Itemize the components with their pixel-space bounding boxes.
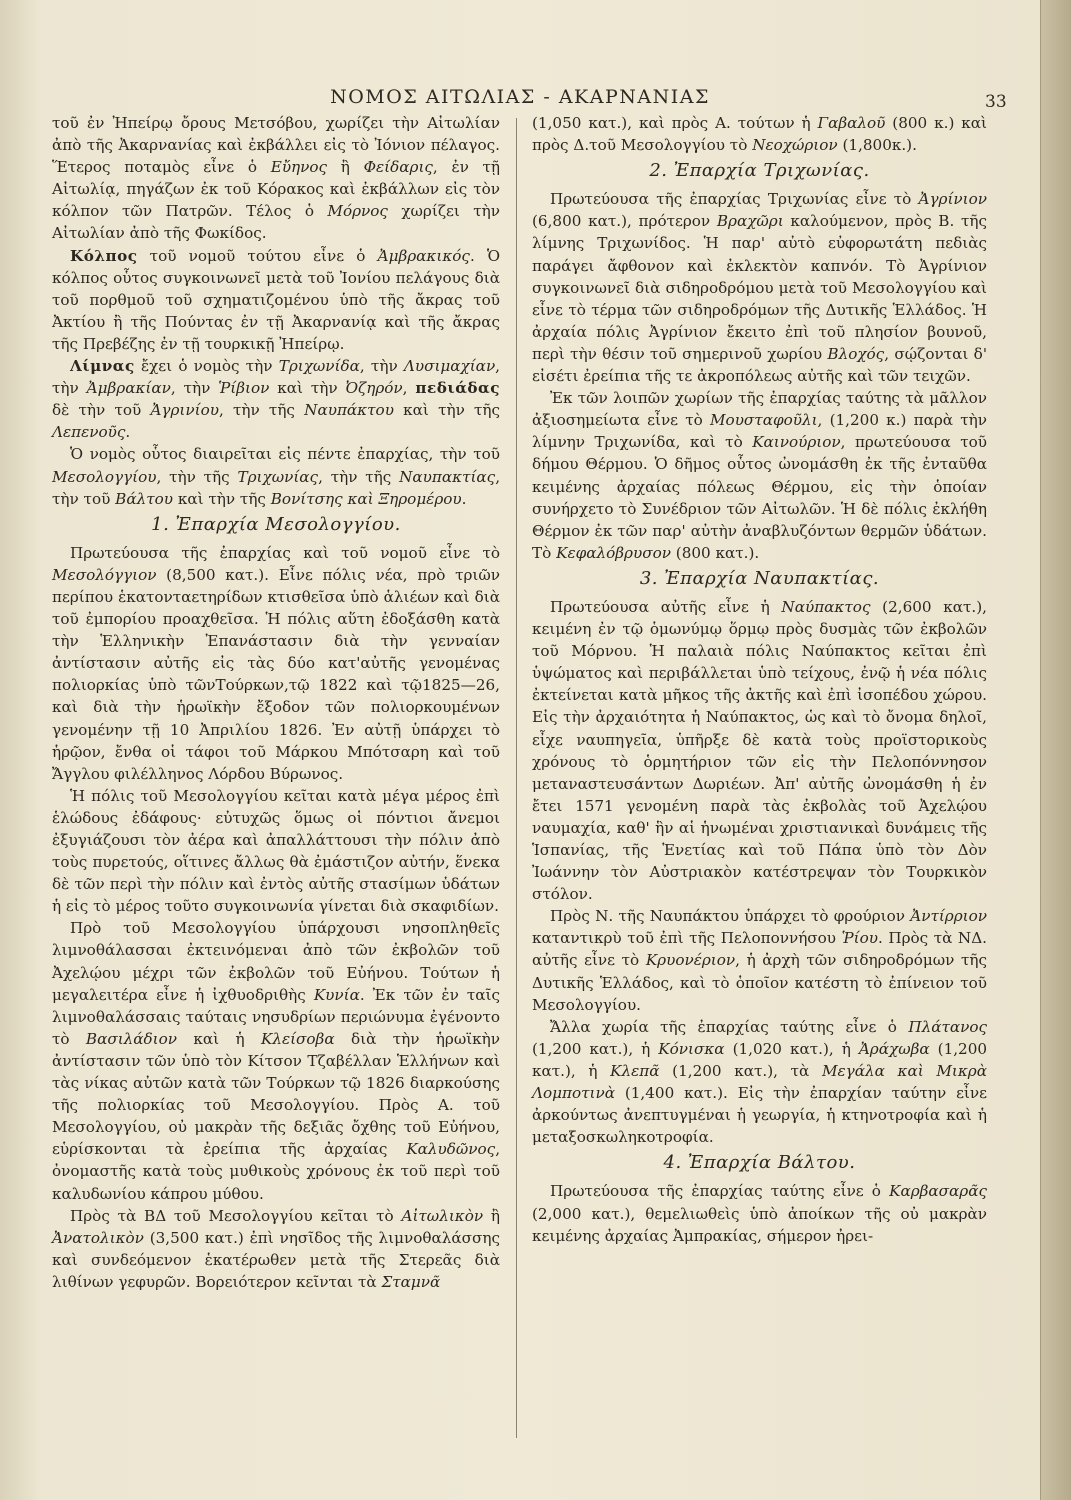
paragraph: Ὁ νομὸς οὗτος διαιρεῖται εἰς πέντε ἐπαρχίας, τὴν τοῦ Μεσολογγίου, τὴν τῆς Τριχωνίας, τὴν τῆς Ναυπακτίας, τὴν τοῦ Βάλτου καὶ τὴν τῆς Βονίτσης καὶ Ξηρομέρου. <box>52 445 501 508</box>
paragraph: Πρωτεύουσα αὐτῆς εἶνε ἡ Ναύπακτος (2,600 κατ.), κειμένη ἐν τῷ ὁμωνύμῳ ὅρμῳ πρὸς δυσμὰς τῶν ἐκβολῶν τοῦ Μόρνου. Ἡ παλαιὰ πόλις Ναύπακτος κεῖται ἐπὶ ὑψώματος καὶ περιβάλλεται ὑπὸ τείχους, ἐνῷ ἡ νέα πόλις ἐκτείνεται κατὰ μῆκος τῆς ἀκτῆς καὶ ἐπὶ ἰσοπέδου χώρου. Εἰς τὴν ἀρχαιότητα ἡ Ναύπακτος, ὡς καὶ τὸ ὄνομα δηλοῖ, εἶχε ναυπηγεῖα, ὑπῆρξε δὲ κατὰ τοὺς προϊστορικοὺς χρόνους τὸ ὁρμητήριον τῶν εἰς τὴν Πελοπόννησον μεταναστευσάντων Δωριέων. Ἀπ' αὐτῆς ὠνομάσθη ἡ ἐν ἔτει 1571 γενομένη παρὰ τὰς ἐκβολὰς τοῦ Ἀχελῴου ναυμαχία, καθ' ἣν αἱ ἡνωμέναι χριστιανικαὶ δυνάμεις τῆς Ἱσπανίας, τῆς Ἑνετίας καὶ τοῦ Πάπα ὑπὸ τὸν Δὸν Ἰωάννην τὸν Αὐστριακὸν κατέστρεψαν τὸν Τουρκικὸν στόλον. <box>532 597 988 904</box>
paragraph: Πρωτεύουσα τῆς ἐπαρχίας Τριχωνίας εἶνε τὸ Ἀγρίνιον (6,800 κατ.), πρότερον Βραχῶρι καλούμενον, πρὸς Β. τῆς λίμνης Τριχωνίδος. Ἡ παρ' αὐτὸ εὐφορωτάτη πεδιὰς παράγει ἄφθονον καὶ ἐκλεκτὸν καπνόν. Τὸ Ἀγρίνιον συγκοινωνεῖ διὰ σιδηροδρόμου μετὰ τοῦ Μεσολογγίου καὶ εἶνε τὸ τέρμα τῶν σιδηροδρόμων τῆς Δυτικῆς Ἑλλάδος. Ἡ ἀρχαία πόλις Ἀγρίνιον ἔκειτο ἐπὶ τοῦ πλησίον βουνοῦ, περὶ τὴν θέσιν τοῦ σημερινοῦ χωρίου Βλοχός, σῴζονται δ' εἰσέτι ἐρείπια τῆς τε ἀκροπόλεως αὐτῆς καὶ τῶν τειχῶν. <box>532 190 988 386</box>
page-number: 33 <box>985 92 1007 112</box>
paragraph: Ἐκ τῶν λοιπῶν χωρίων τῆς ἐπαρχίας ταύτης τὰ μᾶλλον ἀξιοσημείωτα εἶνε τὸ Μουσταφοῦλι, (1,200 κ.) παρὰ τὴν λίμνην Τριχωνίδα, καὶ τὸ Καινούριον, πρωτεύουσα τοῦ δήμου Θέρμου. Ὁ δῆμος οὗτος ὠνομάσθη ἐκ τῆς ἐνταῦθα κειμένης ἀρχαίας πόλεως Θέρμου, εἰς τὴν ὁποίαν συνήρχετο τὸ Συνέδριον τῶν Αἰτωλῶν. Ἡ δὲ πόλις ἐκλήθη Θέρμον ἐκ τῶν παρ' αὐτὴν ἀναβλυζόντων θερμῶν ὑδάτων. Τὸ Κεφαλόβρυσον (800 κατ.). <box>532 389 988 562</box>
right-column <box>532 112 987 1247</box>
paragraph: Ἄλλα χωρία τῆς ἐπαρχίας ταύτης εἶνε ὁ Πλάτανος (1,200 κατ.), ἡ Κόνισκα (1,020 κατ.), ἡ Ἀράχωβα (1,200 κατ.), ἡ Κλεπᾶ (1,200 κατ.), τὰ Μεγάλα καὶ Μικρὰ Λομποτινὰ (1,400 κατ.). Εἰς τὴν ἐπαρχίαν ταύτην εἶνε ἀρκούντως ἀνεπτυγμέναι ἡ γεωργία, ἡ κτηνοτροφία καὶ ἡ μεταξοσκωληκοτροφία. <box>532 1017 988 1147</box>
section-heading: 2. Ἐπαρχία Τριχωνίας. <box>649 160 870 182</box>
paragraph: τοῦ ἐν Ἠπείρῳ ὄρους Μετσόβου, χωρίζει τὴν Αἰτωλίαν ἀπὸ τῆς Ἀκαρνανίας καὶ ἐκβάλλει εἰς τὸ Ἰόνιον πέλαγος. Ἕτερος ποταμὸς εἶνε ὁ Εὔηνος ἢ Φείδαρις, ἐν τῇ Αἰτωλίᾳ, πηγάζων ἐκ τοῦ Κόρακος καὶ ἐκβάλλων εἰς τὸν κόλπον τῶν Πατρῶν. Τέλος ὁ Μόρνος χωρίζει τὴν Αἰτωλίαν ἀπὸ τῆς Φωκίδος. <box>52 114 501 243</box>
paragraph: Λίμνας ἔχει ὁ νομὸς τὴν Τριχωνίδα, τὴν Λυσιμαχίαν, τὴν Ἀμβρακίαν, τὴν Ῥίβιον καὶ τὴν Ὀζηρόν, πεδιάδας δὲ τὴν τοῦ Ἀγρινίου, τὴν τῆς Ναυπάκτου καὶ τὴν τῆς Λεπενοῦς. <box>52 357 501 442</box>
section-heading: 1. Ἐπαρχία Μεσολογγίου. <box>151 513 401 535</box>
running-head-title: ΝΟΜΟΣ ΑΙΤΩΛΙΑΣ - ΑΚΑΡΝΑΝΙΑΣ <box>330 86 710 108</box>
column-divider <box>516 118 517 1438</box>
paragraph: Πρὸς Ν. τῆς Ναυπάκτου ὑπάρχει τὸ φρούριον Ἀντίρριον καταντικρὺ τοῦ ἐπὶ τῆς Πελοποννήσου Ῥίου. Πρὸς τὰ ΝΔ. αὐτῆς εἶνε τὸ Κρυονέριον, ἡ ἀρχὴ τῶν σιδηροδρόμων τῆς Δυτικῆς Ἑλλάδος, καὶ τὸ ὁποῖον κατέστη τὸ ἐπίνειον τοῦ Μεσολογγίου. <box>532 907 987 1014</box>
section-heading: 3. Ἐπαρχία Ναυπακτίας. <box>639 567 880 589</box>
paragraph: Πρωτεύουσα τῆς ἐπαρχίας καὶ τοῦ νομοῦ εἶνε τὸ Μεσολόγγιον (8,500 κατ.). Εἶνε πόλις νέα, πρὸ τριῶν περίπου ἑκατονταετηρίδων κτισθεῖσα ὑπὸ ἁλιέων καὶ διὰ τοῦ ἐμπορίου προαχθεῖσα. Ἡ πόλις αὕτη ἐδοξάσθη κατὰ τὴν Ἑλληνικὴν Ἐπανάστασιν διὰ τὴν γενναίαν ἀντίστασιν αὐτῆς εἰς τὰς δύο κατ'αὐτῆς γενομένας πολιορκίας ὑπὸ τῶνΤούρκων,τῷ 1822 καὶ τῷ1825—26, καὶ διὰ τὴν ἡρωϊκὴν ἔξοδον τῶν πολιορκουμένων γενομένην τῇ 10 Ἀπριλίου 1826. Ἐν αὐτῇ ὑπάρχει τὸ ἡρῷον, ἔνθα οἱ τάφοι τοῦ Μάρκου Μπότσαρη καὶ τοῦ Ἄγγλου φιλέλληνος Λόρδου Βύρωνος. <box>52 543 500 783</box>
paragraph: Πρὸ τοῦ Μεσολογγίου ὑπάρχουσι νησοπληθεῖς λιμνοθάλασσαι ἐκτεινόμεναι ἀπὸ τῶν ἐκβολῶν τοῦ Ἀχελῴου μέχρι τῶν ἐκβολῶν τοῦ Εὐήνου. Τούτων ἡ μεγαλειτέρα εἶνε ἡ ἰχθυοδριθὴς Κυνία. Ἐκ τῶν ἐν ταῖς λιμνοθαλάσσαις ταύταις νησυδρίων περιώνυμα ἐγένοντο τὸ Βασιλάδιον καὶ ἡ Κλείσοβα διὰ τὴν ἡρωϊκὴν ἀντίστασιν τῶν ὑπὸ τὸν Κίτσον Τζαβέλλαν Ἑλλήνων καὶ τὰς νίκας αὐτῶν κατὰ τῶν Τούρκων τῷ 1826 διαρκούσης τῆς πολιορκίας τοῦ Μεσολογγίου. Πρὸς Α. τοῦ Μεσολογγίου, οὐ μακρὰν τῆς δεξιᾶς ὄχθης τοῦ Εὐήνου, εὑρίσκονται τὰ ἐρείπια τῆς ἀρχαίας Καλυδῶνος, ὀνομαστῆς κατὰ τοὺς μυθικοὺς χρόνους ἐκ τοῦ περὶ τοῦ καλυδωνίου κάπρου μύθου. <box>52 919 501 1203</box>
paragraph: (1,050 κατ.), καὶ πρὸς Α. τούτων ἡ Γαβαλοῦ (800 κ.) καὶ πρὸς Δ.τοῦ Μεσολογγίου τὸ Νεοχώριον (1,800κ.). <box>532 114 987 155</box>
left-column <box>52 112 500 1293</box>
paragraph: Κόλπος τοῦ νομοῦ τούτου εἶνε ὁ Ἀμβρακικός. Ὁ κόλπος οὗτος συγκοινωνεῖ μετὰ τοῦ Ἰονίου πελάγους διὰ τοῦ πορθμοῦ τοῦ σχηματιζομένου ὑπὸ τῆς ἄκρας τοῦ Ἀκτίου ἢ τῆς Πούντας ἐν τῇ Ἀκαρνανίᾳ καὶ τῆς ἄκρας τῆς Πρεβέζης ἐν τῇ τουρκικῇ Ἠπείρῳ. <box>52 246 500 353</box>
paragraph: Πρωτεύουσα τῆς ἐπαρχίας ταύτης εἶνε ὁ Καρβασαρᾶς (2,000 κατ.), θεμελιωθεὶς ὑπὸ ἀποίκων τῆς οὐ μακρὰν κειμένης ἀρχαίας Ἀμπρακίας, σήμερον ἠρει- <box>532 1182 987 1245</box>
page-binding-edge <box>1040 0 1071 1500</box>
paragraph: Ἡ πόλις τοῦ Μεσολογγίου κεῖται κατὰ μέγα μέρος ἐπὶ ἑλώδους ἐδάφους· εὐτυχῶς ὅμως οἱ πόντιοι ἄνεμοι ἐξυγιάζουσι τὸν ἀέρα καὶ ἀπαλλάττουσι τὴν πόλιν ἀπὸ τοὺς πυρετούς, οἵτινες ἄλλως θὰ ἐμάστιζον αὐτήν, ἕνεκα δὲ τῶν περὶ τὴν πόλιν καὶ ἐντὸς αὐτῆς στασίμων ὑδάτων ἡ εἰς τὸ μέρος τοῦτο συγκοινωνία γίνεται διὰ σκαφιδίων. <box>52 786 500 916</box>
section-heading: 4. Ἐπαρχία Βάλτου. <box>663 1152 856 1174</box>
paragraph: Πρὸς τὰ ΒΔ τοῦ Μεσολογγίου κεῖται τὸ Αἰτωλικὸν ἢ Ἀνατολικὸν (3,500 κατ.) ἐπὶ νησῖδος τῆς λιμνοθαλάσσης καὶ συνδεόμενον ἑκατέρωθεν μετὰ τῆς Στερεᾶς διὰ λιθίνων γεφυρῶν. Βορειότερον κεῖνται τὰ Σταμνᾶ <box>52 1206 501 1291</box>
